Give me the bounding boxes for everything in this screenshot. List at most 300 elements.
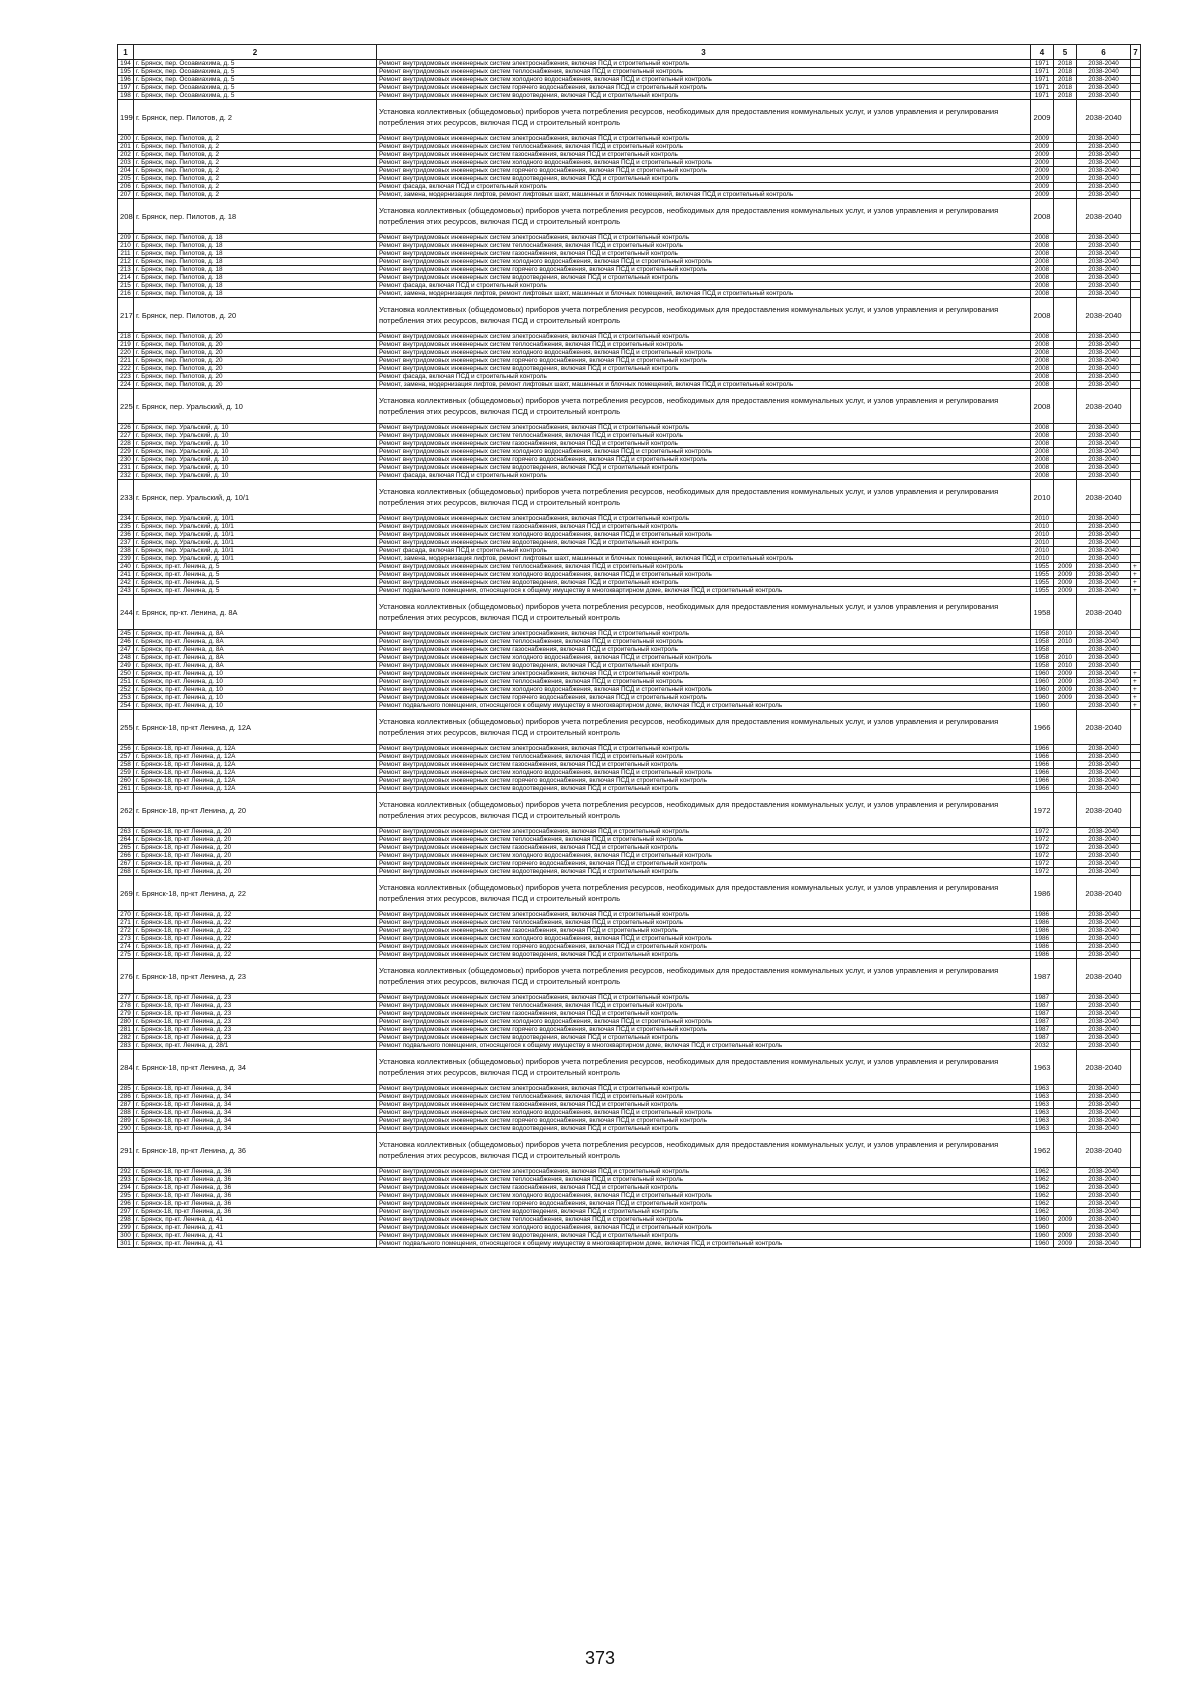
work-type-cell: Ремонт внутридомовых инженерных систем теплоснабжения, включая ПСД и строительный контроль [377, 242, 1031, 250]
year-built-cell: 1986 [1031, 919, 1054, 927]
mark-cell [1131, 1034, 1141, 1042]
table-row [118, 793, 1141, 828]
row-number-cell: 227 [118, 432, 134, 440]
last-repair-year-cell [1054, 357, 1077, 365]
table-row [118, 456, 1141, 464]
last-repair-year-cell [1054, 1200, 1077, 1208]
mark-cell [1131, 547, 1141, 555]
row-number-cell: 299 [118, 1224, 134, 1232]
year-built-cell: 2008 [1031, 341, 1054, 349]
year-built-cell: 2009 [1031, 191, 1054, 199]
work-type-cell: Ремонт внутридомовых инженерных систем теплоснабжения, включая ПСД и строительный контроль [377, 638, 1031, 646]
last-repair-year-cell [1054, 381, 1077, 389]
last-repair-year-cell [1054, 1125, 1077, 1133]
table-row [118, 531, 1141, 539]
planned-period-cell: 2038-2040 [1077, 1093, 1131, 1101]
year-built-cell: 1963 [1031, 1117, 1054, 1125]
mark-cell [1131, 662, 1141, 670]
work-type-cell: Ремонт внутридомовых инженерных систем электроснабжения, включая ПСД и строительный контроль [377, 670, 1031, 678]
last-repair-year-cell [1054, 1026, 1077, 1034]
address-cell: г. Брянск-18, пр-кт Ленина, д. 34 [134, 1117, 377, 1125]
work-type-cell: Ремонт внутридомовых инженерных систем теплоснабжения, включая ПСД и строительный контроль [377, 68, 1031, 76]
table-row [118, 242, 1141, 250]
table-row [118, 266, 1141, 274]
mark-cell [1131, 927, 1141, 935]
address-cell: г. Брянск, пер. Пилотов, д. 18 [134, 242, 377, 250]
mark-cell: + [1131, 571, 1141, 579]
work-type-cell: Ремонт внутридомовых инженерных систем холодного водоснабжения, включая ПСД и строительный контроль [377, 852, 1031, 860]
last-repair-year-cell [1054, 432, 1077, 440]
mark-cell [1131, 1018, 1141, 1026]
mark-cell [1131, 1224, 1141, 1232]
table-row [118, 654, 1141, 662]
last-repair-year-cell: 2018 [1054, 92, 1077, 100]
table-row [118, 464, 1141, 472]
mark-cell [1131, 1208, 1141, 1216]
row-number-cell: 230 [118, 456, 134, 464]
planned-period-cell: 2038-2040 [1077, 234, 1131, 242]
row-number-cell: 241 [118, 571, 134, 579]
mark-cell [1131, 440, 1141, 448]
address-cell: г. Брянск, пер. Уральский, д. 10/1 [134, 555, 377, 563]
mark-cell [1131, 381, 1141, 389]
row-number-cell: 271 [118, 919, 134, 927]
work-type-cell: Ремонт внутридомовых инженерных систем водоотведения, включая ПСД и строительный контроль [377, 785, 1031, 793]
planned-period-cell: 2038-2040 [1077, 793, 1131, 828]
year-built-cell: 2032 [1031, 1042, 1054, 1050]
last-repair-year-cell [1054, 785, 1077, 793]
address-cell: г. Брянск, пр-кт. Ленина, д. 8А [134, 638, 377, 646]
table-row [118, 1240, 1141, 1248]
last-repair-year-cell [1054, 480, 1077, 515]
year-built-cell: 2009 [1031, 100, 1054, 135]
year-built-cell: 1963 [1031, 1109, 1054, 1117]
last-repair-year-cell [1054, 753, 1077, 761]
row-number-cell: 205 [118, 175, 134, 183]
address-cell: г. Брянск-18, пр-кт Ленина, д. 20 [134, 793, 377, 828]
address-cell: г. Брянск, пр-кт. Ленина, д. 10 [134, 702, 377, 710]
row-number-cell: 220 [118, 349, 134, 357]
row-number-cell: 281 [118, 1026, 134, 1034]
work-type-cell: Ремонт фасада, включая ПСД и строительный контроль [377, 373, 1031, 381]
mark-cell [1131, 1010, 1141, 1018]
address-cell: г. Брянск-18, пр-кт Ленина, д. 34 [134, 1085, 377, 1093]
mark-cell [1131, 753, 1141, 761]
address-cell: г. Брянск-18, пр-кт Ленина, д. 12А [134, 753, 377, 761]
planned-period-cell: 2038-2040 [1077, 860, 1131, 868]
address-cell: г. Брянск, пер. Уральский, д. 10/1 [134, 539, 377, 547]
last-repair-year-cell [1054, 951, 1077, 959]
mark-cell [1131, 777, 1141, 785]
table-row [118, 1101, 1141, 1109]
address-cell: г. Брянск-18, пр-кт Ленина, д. 36 [134, 1184, 377, 1192]
row-number-cell: 265 [118, 844, 134, 852]
year-built-cell: 1963 [1031, 1093, 1054, 1101]
year-built-cell: 2008 [1031, 349, 1054, 357]
table-row [118, 753, 1141, 761]
work-type-cell: Ремонт внутридомовых инженерных систем электроснабжения, включая ПСД и строительный контроль [377, 515, 1031, 523]
column-header: 7 [1131, 45, 1141, 60]
year-built-cell: 2008 [1031, 290, 1054, 298]
work-type-cell: Ремонт внутридомовых инженерных систем холодного водоснабжения, включая ПСД и строительный контроль [377, 76, 1031, 84]
address-cell: г. Брянск-18, пр-кт Ленина, д. 23 [134, 959, 377, 994]
planned-period-cell: 2038-2040 [1077, 282, 1131, 290]
planned-period-cell: 2038-2040 [1077, 1216, 1131, 1224]
planned-period-cell: 2038-2040 [1077, 1018, 1131, 1026]
planned-period-cell: 2038-2040 [1077, 595, 1131, 630]
planned-period-cell: 2038-2040 [1077, 951, 1131, 959]
table-row [118, 1224, 1141, 1232]
last-repair-year-cell [1054, 710, 1077, 745]
mark-cell [1131, 373, 1141, 381]
last-repair-year-cell [1054, 1109, 1077, 1117]
last-repair-year-cell [1054, 539, 1077, 547]
table-row [118, 785, 1141, 793]
planned-period-cell: 2038-2040 [1077, 1109, 1131, 1117]
table-row [118, 595, 1141, 630]
year-built-cell: 1972 [1031, 828, 1054, 836]
row-number-cell: 286 [118, 1093, 134, 1101]
address-cell: г. Брянск, пер. Уральский, д. 10 [134, 432, 377, 440]
last-repair-year-cell [1054, 844, 1077, 852]
row-number-cell: 268 [118, 868, 134, 876]
mark-cell [1131, 1002, 1141, 1010]
work-type-cell: Ремонт внутридомовых инженерных систем холодного водоснабжения, включая ПСД и строительный контроль [377, 1018, 1031, 1026]
planned-period-cell: 2038-2040 [1077, 448, 1131, 456]
row-number-cell: 218 [118, 333, 134, 341]
year-built-cell: 1966 [1031, 710, 1054, 745]
mark-cell [1131, 1109, 1141, 1117]
work-type-cell: Ремонт внутридомовых инженерных систем водоотведения, включая ПСД и строительный контроль [377, 175, 1031, 183]
row-number-cell: 212 [118, 258, 134, 266]
work-type-cell: Ремонт внутридомовых инженерных систем горячего водоснабжения, включая ПСД и строительный контроль [377, 456, 1031, 464]
planned-period-cell: 2038-2040 [1077, 638, 1131, 646]
work-type-cell: Ремонт, замена, модернизация лифтов, ремонт лифтовых шахт, машинных и блочных помещений, включая ПСД и строительный контроль [377, 290, 1031, 298]
year-built-cell: 1960 [1031, 1216, 1054, 1224]
year-built-cell: 2009 [1031, 135, 1054, 143]
last-repair-year-cell [1054, 1002, 1077, 1010]
work-type-cell: Ремонт внутридомовых инженерных систем горячего водоснабжения, включая ПСД и строительный контроль [377, 1117, 1031, 1125]
last-repair-year-cell [1054, 868, 1077, 876]
year-built-cell: 1966 [1031, 753, 1054, 761]
mark-cell [1131, 1085, 1141, 1093]
planned-period-cell: 2038-2040 [1077, 1034, 1131, 1042]
row-number-cell: 288 [118, 1109, 134, 1117]
mark-cell [1131, 646, 1141, 654]
mark-cell [1131, 868, 1141, 876]
address-cell: г. Брянск, пр-кт. Ленина, д. 10 [134, 670, 377, 678]
last-repair-year-cell [1054, 547, 1077, 555]
year-built-cell: 1987 [1031, 959, 1054, 994]
row-number-cell: 267 [118, 860, 134, 868]
last-repair-year-cell [1054, 298, 1077, 333]
work-type-cell: Ремонт внутридомовых инженерных систем теплоснабжения, включая ПСД и строительный контроль [377, 678, 1031, 686]
year-built-cell: 1966 [1031, 785, 1054, 793]
planned-period-cell: 2038-2040 [1077, 911, 1131, 919]
planned-period-cell: 2038-2040 [1077, 539, 1131, 547]
last-repair-year-cell [1054, 1192, 1077, 1200]
table-row [118, 143, 1141, 151]
planned-period-cell: 2038-2040 [1077, 1176, 1131, 1184]
work-type-cell: Ремонт фасада, включая ПСД и строительный контроль [377, 282, 1031, 290]
last-repair-year-cell [1054, 1176, 1077, 1184]
row-number-cell: 225 [118, 389, 134, 424]
table-row [118, 836, 1141, 844]
year-built-cell: 1960 [1031, 1224, 1054, 1232]
address-cell: г. Брянск-18, пр-кт Ленина, д. 12А [134, 761, 377, 769]
work-type-cell: Ремонт внутридомовых инженерных систем теплоснабжения, включая ПСД и строительный контроль [377, 143, 1031, 151]
planned-period-cell: 2038-2040 [1077, 630, 1131, 638]
row-number-cell: 199 [118, 100, 134, 135]
address-cell: г. Брянск, пер. Пилотов, д. 20 [134, 381, 377, 389]
work-type-cell: Ремонт внутридомовых инженерных систем электроснабжения, включая ПСД и строительный контроль [377, 994, 1031, 1002]
address-cell: г. Брянск-18, пр-кт Ленина, д. 36 [134, 1133, 377, 1168]
work-type-cell: Ремонт внутридомовых инженерных систем горячего водоснабжения, включая ПСД и строительный контроль [377, 1026, 1031, 1034]
table-row [118, 678, 1141, 686]
mark-cell [1131, 935, 1141, 943]
work-type-cell: Ремонт внутридомовых инженерных систем теплоснабжения, включая ПСД и строительный контроль [377, 753, 1031, 761]
planned-period-cell: 2038-2040 [1077, 242, 1131, 250]
planned-period-cell: 2038-2040 [1077, 994, 1131, 1002]
table-row [118, 539, 1141, 547]
year-built-cell: 1963 [1031, 1085, 1054, 1093]
year-built-cell: 1960 [1031, 678, 1054, 686]
mark-cell [1131, 785, 1141, 793]
work-type-cell: Ремонт внутридомовых инженерных систем горячего водоснабжения, включая ПСД и строительный контроль [377, 943, 1031, 951]
row-number-cell: 198 [118, 92, 134, 100]
address-cell: г. Брянск, пер. Уральский, д. 10/1 [134, 547, 377, 555]
last-repair-year-cell [1054, 769, 1077, 777]
year-built-cell: 2008 [1031, 440, 1054, 448]
address-cell: г. Брянск, пер. Пилотов, д. 20 [134, 341, 377, 349]
year-built-cell: 1958 [1031, 654, 1054, 662]
row-number-cell: 258 [118, 761, 134, 769]
planned-period-cell: 2038-2040 [1077, 1208, 1131, 1216]
year-built-cell: 1966 [1031, 769, 1054, 777]
year-built-cell: 2008 [1031, 266, 1054, 274]
planned-period-cell: 2038-2040 [1077, 60, 1131, 68]
last-repair-year-cell [1054, 1018, 1077, 1026]
planned-period-cell: 2038-2040 [1077, 100, 1131, 135]
address-cell: г. Брянск, пер. Пилотов, д. 18 [134, 234, 377, 242]
work-type-cell: Ремонт внутридомовых инженерных систем газоснабжения, включая ПСД и строительный контроль [377, 250, 1031, 258]
work-type-cell: Ремонт внутридомовых инженерных систем холодного водоснабжения, включая ПСД и строительный контроль [377, 571, 1031, 579]
mark-cell [1131, 159, 1141, 167]
table-row [118, 777, 1141, 785]
row-number-cell: 239 [118, 555, 134, 563]
last-repair-year-cell [1054, 1010, 1077, 1018]
year-built-cell: 2010 [1031, 515, 1054, 523]
work-type-cell: Ремонт внутридомовых инженерных систем горячего водоснабжения, включая ПСД и строительный контроль [377, 860, 1031, 868]
work-type-cell: Ремонт внутридомовых инженерных систем холодного водоснабжения, включая ПСД и строительный контроль [377, 531, 1031, 539]
row-number-cell: 217 [118, 298, 134, 333]
address-cell: г. Брянск-18, пр-кт Ленина, д. 34 [134, 1101, 377, 1109]
last-repair-year-cell [1054, 250, 1077, 258]
row-number-cell: 204 [118, 167, 134, 175]
planned-period-cell: 2038-2040 [1077, 868, 1131, 876]
mark-cell [1131, 68, 1141, 76]
row-number-cell: 256 [118, 745, 134, 753]
year-built-cell: 1958 [1031, 662, 1054, 670]
mark-cell [1131, 951, 1141, 959]
row-number-cell: 279 [118, 1010, 134, 1018]
table-row [118, 1026, 1141, 1034]
repair-schedule-table [117, 44, 1141, 1248]
mark-cell [1131, 630, 1141, 638]
mark-cell: + [1131, 678, 1141, 686]
last-repair-year-cell [1054, 919, 1077, 927]
address-cell: г. Брянск-18, пр-кт Ленина, д. 20 [134, 828, 377, 836]
work-type-cell: Ремонт внутридомовых инженерных систем теплоснабжения, включая ПСД и строительный контроль [377, 432, 1031, 440]
planned-period-cell: 2038-2040 [1077, 472, 1131, 480]
planned-period-cell: 2038-2040 [1077, 1026, 1131, 1034]
year-built-cell: 2008 [1031, 242, 1054, 250]
planned-period-cell: 2038-2040 [1077, 183, 1131, 191]
year-built-cell: 2008 [1031, 389, 1054, 424]
address-cell: г. Брянск, пр-кт. Ленина, д. 8А [134, 595, 377, 630]
row-number-cell: 236 [118, 531, 134, 539]
mark-cell [1131, 1216, 1141, 1224]
year-built-cell: 2008 [1031, 274, 1054, 282]
address-cell: г. Брянск-18, пр-кт Ленина, д. 22 [134, 943, 377, 951]
address-cell: г. Брянск, пер. Уральский, д. 10/1 [134, 523, 377, 531]
work-type-cell: Ремонт внутридомовых инженерных систем водоотведения, включая ПСД и строительный контроль [377, 662, 1031, 670]
mark-cell [1131, 523, 1141, 531]
row-number-cell: 297 [118, 1208, 134, 1216]
row-number-cell: 197 [118, 84, 134, 92]
year-built-cell: 1958 [1031, 646, 1054, 654]
row-number-cell: 209 [118, 234, 134, 242]
row-number-cell: 247 [118, 646, 134, 654]
work-type-cell: Ремонт внутридомовых инженерных систем газоснабжения, включая ПСД и строительный контроль [377, 440, 1031, 448]
year-built-cell: 1966 [1031, 745, 1054, 753]
mark-cell [1131, 555, 1141, 563]
planned-period-cell: 2038-2040 [1077, 587, 1131, 595]
planned-period-cell: 2038-2040 [1077, 1125, 1131, 1133]
table-row [118, 828, 1141, 836]
last-repair-year-cell [1054, 1085, 1077, 1093]
last-repair-year-cell [1054, 531, 1077, 539]
column-header: 4 [1031, 45, 1054, 60]
work-type-cell: Ремонт внутридомовых инженерных систем холодного водоснабжения, включая ПСД и строительный контроль [377, 349, 1031, 357]
table-row [118, 183, 1141, 191]
work-type-cell: Ремонт подвального помещения, относящегося к общему имуществу в многоквартирном доме, включая ПСД и строительный контроль [377, 1240, 1031, 1248]
mark-cell [1131, 1168, 1141, 1176]
planned-period-cell: 2038-2040 [1077, 480, 1131, 515]
planned-period-cell: 2038-2040 [1077, 876, 1131, 911]
row-number-cell: 201 [118, 143, 134, 151]
planned-period-cell: 2038-2040 [1077, 432, 1131, 440]
address-cell: г. Брянск, пер. Пилотов, д. 18 [134, 266, 377, 274]
mark-cell [1131, 432, 1141, 440]
year-built-cell: 2009 [1031, 159, 1054, 167]
mark-cell: + [1131, 694, 1141, 702]
address-cell: г. Брянск, пер. Уральский, д. 10 [134, 456, 377, 464]
table-row [118, 670, 1141, 678]
address-cell: г. Брянск, пер. Осоавиахима, д. 5 [134, 84, 377, 92]
year-built-cell: 2010 [1031, 539, 1054, 547]
work-type-cell: Ремонт внутридомовых инженерных систем горячего водоснабжения, включая ПСД и строительный контроль [377, 84, 1031, 92]
last-repair-year-cell [1054, 595, 1077, 630]
last-repair-year-cell: 2018 [1054, 84, 1077, 92]
table-row [118, 424, 1141, 432]
planned-period-cell: 2038-2040 [1077, 341, 1131, 349]
planned-period-cell: 2038-2040 [1077, 694, 1131, 702]
work-type-cell: Ремонт внутридомовых инженерных систем горячего водоснабжения, включая ПСД и строительный контроль [377, 357, 1031, 365]
address-cell: г. Брянск-18, пр-кт Ленина, д. 36 [134, 1208, 377, 1216]
year-built-cell: 2010 [1031, 547, 1054, 555]
planned-period-cell: 2038-2040 [1077, 662, 1131, 670]
row-number-cell: 298 [118, 1216, 134, 1224]
planned-period-cell: 2038-2040 [1077, 515, 1131, 523]
last-repair-year-cell: 2009 [1054, 579, 1077, 587]
planned-period-cell: 2038-2040 [1077, 646, 1131, 654]
mark-cell [1131, 60, 1141, 68]
table-row [118, 702, 1141, 710]
last-repair-year-cell [1054, 777, 1077, 785]
planned-period-cell: 2038-2040 [1077, 250, 1131, 258]
planned-period-cell: 2038-2040 [1077, 464, 1131, 472]
work-type-cell: Ремонт внутридомовых инженерных систем теплоснабжения, включая ПСД и строительный контроль [377, 563, 1031, 571]
year-built-cell: 1986 [1031, 943, 1054, 951]
work-type-cell: Ремонт внутридомовых инженерных систем газоснабжения, включая ПСД и строительный контроль [377, 1184, 1031, 1192]
table-row [118, 1018, 1141, 1026]
address-cell: г. Брянск-18, пр-кт Ленина, д. 36 [134, 1192, 377, 1200]
work-type-cell: Ремонт внутридомовых инженерных систем электроснабжения, включая ПСД и строительный контроль [377, 828, 1031, 836]
row-number-cell: 235 [118, 523, 134, 531]
address-cell: г. Брянск-18, пр-кт Ленина, д. 23 [134, 1002, 377, 1010]
mark-cell [1131, 769, 1141, 777]
planned-period-cell: 2038-2040 [1077, 710, 1131, 745]
year-built-cell: 1966 [1031, 761, 1054, 769]
planned-period-cell: 2038-2040 [1077, 274, 1131, 282]
page-number: 373 [584, 1648, 616, 1668]
year-built-cell: 1987 [1031, 994, 1054, 1002]
work-type-cell: Установка коллективных (общедомовых) приборов учета потребления ресурсов, необходимых для предоставления коммунальных услуг, и узлов управления и регулирования потребления этих ресурсов, включая ПСД и строительный контроль [377, 595, 1031, 630]
address-cell: г. Брянск, пер. Осоавиахима, д. 5 [134, 68, 377, 76]
address-cell: г. Брянск, пр-кт. Ленина, д. 8А [134, 646, 377, 654]
work-type-cell: Ремонт внутридомовых инженерных систем газоснабжения, включая ПСД и строительный контроль [377, 761, 1031, 769]
row-number-cell: 245 [118, 630, 134, 638]
row-number-cell: 295 [118, 1192, 134, 1200]
table-row [118, 959, 1141, 994]
work-type-cell: Ремонт внутридомовых инженерных систем водоотведения, включая ПСД и строительный контроль [377, 539, 1031, 547]
address-cell: г. Брянск, пер. Пилотов, д. 18 [134, 290, 377, 298]
address-cell: г. Брянск-18, пр-кт Ленина, д. 34 [134, 1109, 377, 1117]
mark-cell [1131, 250, 1141, 258]
work-type-cell: Ремонт внутридомовых инженерных систем электроснабжения, включая ПСД и строительный контроль [377, 630, 1031, 638]
mark-cell [1131, 1050, 1141, 1085]
mark-cell [1131, 389, 1141, 424]
mark-cell [1131, 745, 1141, 753]
mark-cell [1131, 234, 1141, 242]
year-built-cell: 1986 [1031, 935, 1054, 943]
year-built-cell: 1987 [1031, 1002, 1054, 1010]
year-built-cell: 1963 [1031, 1050, 1054, 1085]
address-cell: г. Брянск-18, пр-кт Ленина, д. 22 [134, 951, 377, 959]
row-number-cell: 285 [118, 1085, 134, 1093]
planned-period-cell: 2038-2040 [1077, 1168, 1131, 1176]
mark-cell [1131, 84, 1141, 92]
last-repair-year-cell [1054, 258, 1077, 266]
planned-period-cell: 2038-2040 [1077, 199, 1131, 234]
planned-period-cell: 2038-2040 [1077, 424, 1131, 432]
table-row [118, 274, 1141, 282]
mark-cell [1131, 959, 1141, 994]
address-cell: г. Брянск, пр-кт. Ленина, д. 28/1 [134, 1042, 377, 1050]
address-cell: г. Брянск, пр-кт. Ленина, д. 41 [134, 1224, 377, 1232]
planned-period-cell: 2038-2040 [1077, 1184, 1131, 1192]
